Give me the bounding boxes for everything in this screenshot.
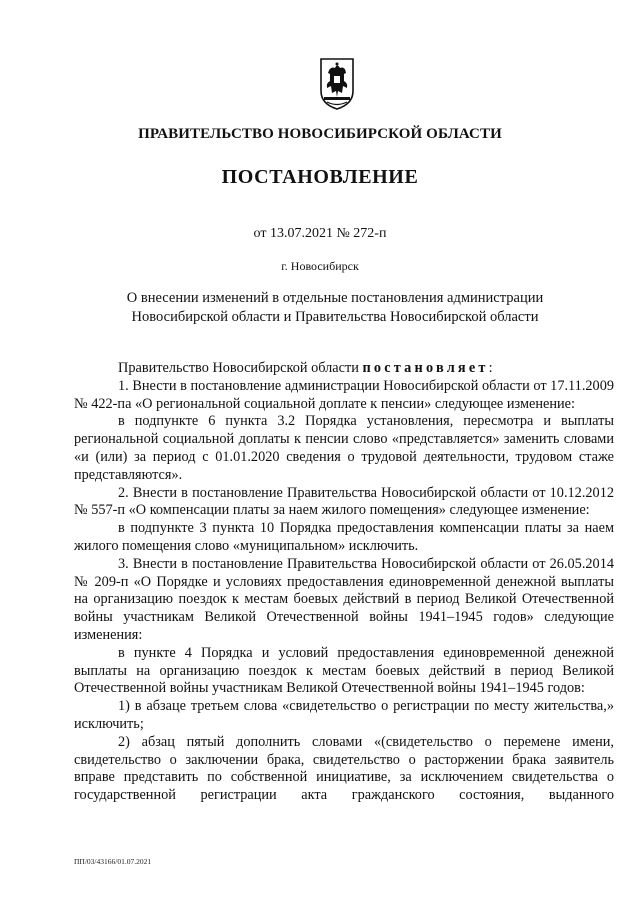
resolution-keyword: постановляет bbox=[362, 360, 489, 376]
document-type-title: ПОСТАНОВЛЕНИЕ bbox=[221, 166, 419, 188]
city-line: г. Новосибирск bbox=[281, 259, 359, 273]
subject-line-2: Новосибирской области и Правительства Новосибирской области bbox=[131, 309, 539, 325]
intro-colon: : bbox=[488, 360, 493, 376]
paragraph-3: 2. Внести в постановление Правительства Новосибирской области от 10.12.2012 № 557-п «О компенсации платы за наем жилого помещения» следующее изменение: bbox=[74, 484, 614, 519]
subject-line-1: О внесении изменений в отдельные постановления администрации bbox=[126, 290, 544, 306]
coat-of-arms-icon bbox=[318, 57, 356, 111]
intro-paragraph bbox=[74, 360, 614, 378]
intro-text: Правительство Новосибирской области bbox=[118, 360, 363, 376]
date-number-line: от 13.07.2021 № 272-п bbox=[253, 226, 387, 241]
paragraph-1: 1. Внести в постановление администрации Новосибирской области от 17.11.2009 № 422-па «О региональной социальной доплате к пенсии» следующее изменение: bbox=[74, 377, 614, 412]
paragraph-2: в подпункте 6 пункта 3.2 Порядка установления, пересмотра и выплаты региональной социальной доплаты к пенсии слово «представляется» заменить словами «и (или) за период с 01.01.2020 сведения о трудовой деятельности, трудовом стаже представляются». bbox=[74, 413, 614, 483]
paragraph-4: в подпункте 3 пункта 10 Порядка предоставления компенсации платы за наем жилого помещения слово «муниципальном» исключить. bbox=[74, 520, 614, 554]
paragraph-5: 3. Внести в постановление Правительства Новосибирской области от 26.05.2014 № 209-п «О Порядке и условиях предоставления единовременной денежной выплаты на организацию поездок к местам боевых действий в период Великой Отечественной войны участникам Великой Отечественной войны 1941–1945 годов» следующие изменения: bbox=[74, 555, 614, 643]
organization-title: ПРАВИТЕЛЬСТВО НОВОСИБИРСКОЙ ОБЛАСТИ bbox=[138, 126, 502, 142]
paragraph-7: 1) в абзаце третьем слова «свидетельство о регистрации по месту жительства,» исключить; bbox=[74, 698, 614, 732]
paragraph-6: в пункте 4 Порядка и условий предоставления единовременной денежной выплаты на организацию поездок к местам боевых действий в период Великой Отечественной войны участникам Великой Отечественной войны 1941–1945 годов: bbox=[74, 644, 614, 697]
document-body bbox=[74, 360, 614, 805]
document-subject bbox=[100, 289, 570, 327]
document-code-footer: ПП/03/43166/01.07.2021 bbox=[74, 857, 152, 866]
paragraph-8: 2) абзац пятый дополнить словами «(свидетельство о перемене имени, свидетельство о заключении брака, свидетельство о расторжении брака заявитель вправе представить по собственной инициативе, за исключением свидетельства о государственной регистрации акта гражданского состояния, выданного bbox=[74, 733, 614, 804]
